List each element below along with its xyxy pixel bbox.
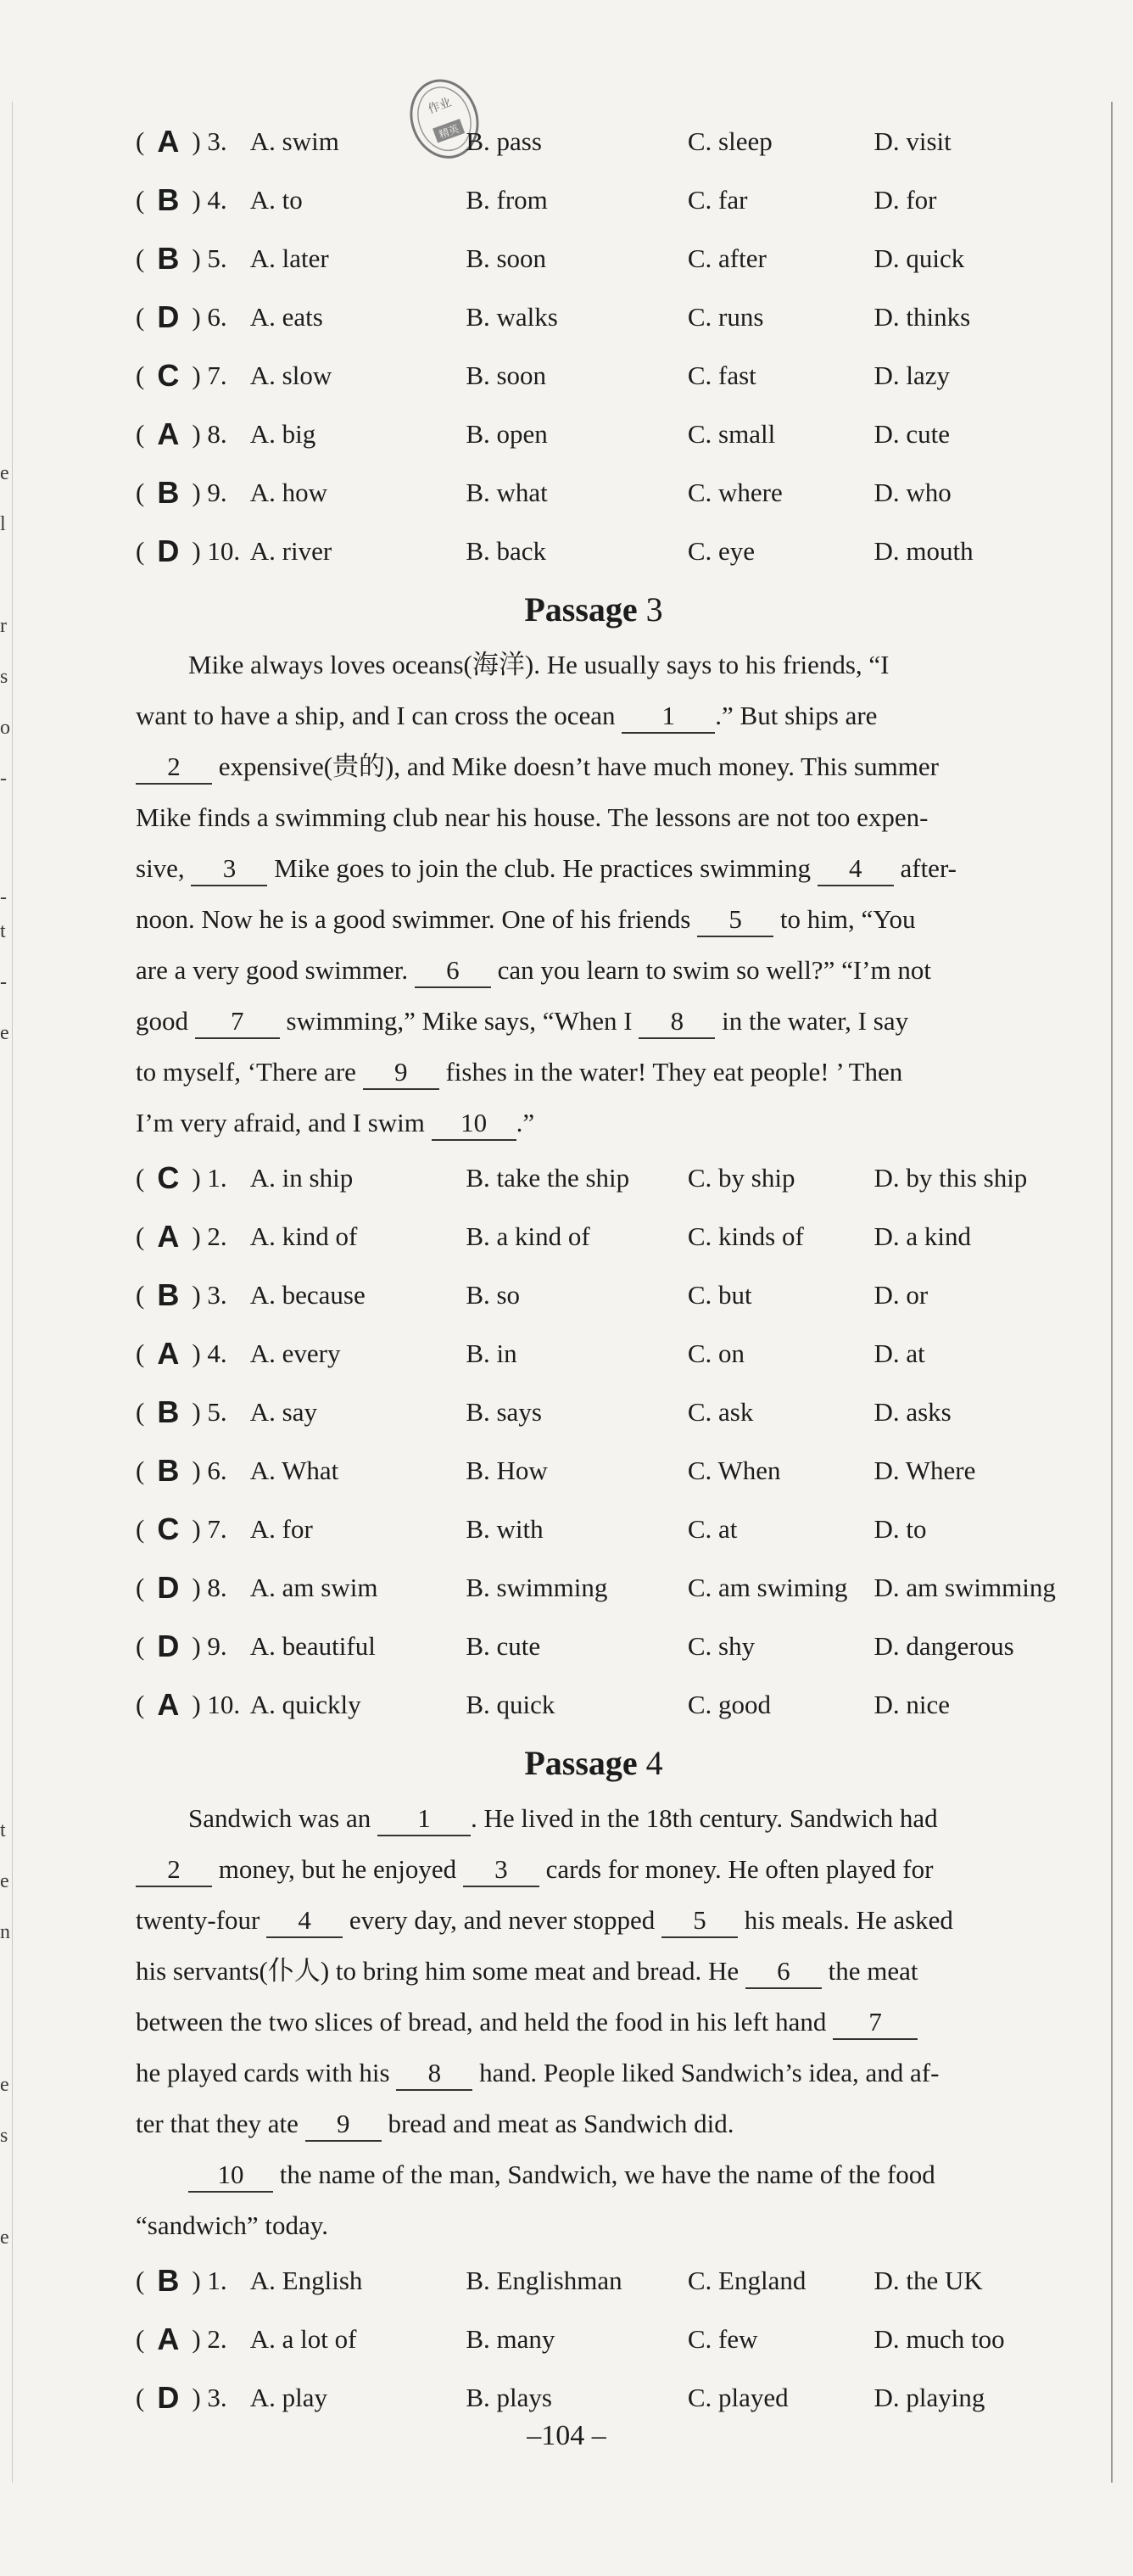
bracket-close: ) 7. xyxy=(192,1513,227,1544)
text-segment: his servants(仆人) to bring him some meat and bread. He xyxy=(136,1956,745,1986)
question-row xyxy=(136,522,1086,580)
blank-9: 9 xyxy=(305,2108,382,2142)
bracket-open: ( xyxy=(136,535,145,566)
answer-letter: D xyxy=(157,2379,180,2415)
bracket-open: ( xyxy=(136,1455,145,1485)
answer-letter: A xyxy=(157,416,180,451)
blank-10: 10 xyxy=(188,2159,273,2193)
passage2-question-list xyxy=(136,112,1086,580)
blank-2: 2 xyxy=(136,751,212,785)
option-a: A. big xyxy=(249,418,316,449)
answer-letter: C xyxy=(157,1159,180,1195)
option-d: D. dangerous xyxy=(873,1630,1014,1661)
question-row xyxy=(136,1207,1086,1266)
answer-bracket xyxy=(136,1453,250,1489)
text-line xyxy=(136,1844,1077,1895)
text-segment: swimming,” Mike says, “When I xyxy=(279,1006,639,1036)
question-row xyxy=(136,1148,1086,1207)
bracket-open: ( xyxy=(136,126,145,156)
svg-text:作业: 作业 xyxy=(426,95,454,117)
answer-bracket xyxy=(136,1277,250,1313)
question-row xyxy=(136,1617,1086,1675)
option-c: C. kinds of xyxy=(687,1221,804,1251)
bracket-open: ( xyxy=(136,1689,145,1719)
bracket-close: ) 6. xyxy=(192,1455,227,1485)
answer-bracket xyxy=(136,299,250,335)
margin-letter: - xyxy=(0,768,7,790)
bracket-open: ( xyxy=(136,1630,145,1661)
bracket-close: ) 2. xyxy=(192,1221,227,1251)
option-c: C. good xyxy=(687,1689,772,1719)
bracket-open: ( xyxy=(136,301,145,332)
option-d: D. mouth xyxy=(873,535,974,566)
answer-letter: C xyxy=(157,1511,180,1546)
answer-bracket xyxy=(136,1629,250,1664)
option-b: B. in xyxy=(466,1338,517,1368)
answer-letter: D xyxy=(157,1569,180,1605)
option-c: C. far xyxy=(687,184,748,215)
answer-letter: A xyxy=(157,1218,180,1254)
text-segment: expensive(贵的), and Mike doesn’t have much money. This summer xyxy=(212,752,939,781)
answer-letter: B xyxy=(157,240,180,276)
text-segment: money, but he enjoyed xyxy=(212,1854,463,1884)
question-row xyxy=(136,405,1086,463)
answer-bracket xyxy=(136,2380,250,2416)
bracket-close: ) 2. xyxy=(192,2323,227,2354)
bracket-close: ) 10. xyxy=(192,1689,241,1719)
text-segment: to him, “You xyxy=(773,904,916,934)
option-b: B. walks xyxy=(466,301,558,332)
option-b: B. cute xyxy=(466,1630,541,1661)
option-d: D. or xyxy=(873,1279,929,1310)
text-segment: hand. People liked Sandwich’s idea, and af- xyxy=(472,2058,940,2087)
text-line xyxy=(136,1793,1077,1844)
option-d: D. a kind xyxy=(873,1221,971,1251)
svg-text:精英: 精英 xyxy=(437,122,461,141)
bracket-open: ( xyxy=(136,1572,145,1602)
margin-letter: e xyxy=(0,2074,9,2096)
answer-bracket xyxy=(136,1219,250,1254)
text-segment: between the two slices of bread, and held the food in his left hand xyxy=(136,2007,834,2037)
option-c: C. fast xyxy=(687,360,756,390)
text-segment: in the water, I say xyxy=(715,1006,909,1036)
question-row xyxy=(136,1266,1086,1324)
bracket-close: ) 3. xyxy=(192,1279,227,1310)
question-row xyxy=(136,1383,1086,1441)
option-b: B. with xyxy=(466,1513,544,1544)
option-c: C. England xyxy=(687,2265,806,2295)
question-row xyxy=(136,346,1086,405)
answer-letter: B xyxy=(157,1394,180,1429)
option-b: B. swimming xyxy=(466,1572,608,1602)
margin-letter: o xyxy=(0,717,10,739)
option-d: D. by this ship xyxy=(873,1162,1028,1193)
bracket-close: ) 7. xyxy=(192,360,227,390)
option-c: C. on xyxy=(687,1338,745,1368)
bracket-close: ) 1. xyxy=(192,2265,227,2295)
text-line xyxy=(136,996,1077,1047)
text-segment: the name of the man, Sandwich, we have the name of the food xyxy=(273,2160,935,2189)
answer-bracket xyxy=(136,1160,250,1196)
option-b: B. soon xyxy=(466,243,547,273)
margin-letter: n xyxy=(0,1921,10,1943)
option-a: A. What xyxy=(249,1455,339,1485)
bracket-open: ( xyxy=(136,1338,145,1368)
option-a: A. say xyxy=(249,1396,317,1427)
question-row xyxy=(136,170,1086,229)
answer-bracket xyxy=(136,182,250,218)
answer-letter: B xyxy=(157,1452,180,1488)
option-a: A. every xyxy=(249,1338,341,1368)
answer-bracket xyxy=(136,241,250,277)
option-c: C. shy xyxy=(687,1630,756,1661)
option-a: A. in ship xyxy=(249,1162,354,1193)
option-a: A. to xyxy=(249,184,303,215)
question-row xyxy=(136,1558,1086,1617)
answer-bracket xyxy=(136,1687,250,1723)
text-segment: to myself, ‘There are xyxy=(136,1057,363,1087)
bracket-open: ( xyxy=(136,1279,145,1310)
text-line xyxy=(136,2200,1077,2251)
passage3-text xyxy=(136,640,1077,1148)
passage3-title: Passage 3 xyxy=(524,590,663,629)
text-segment: I’m very afraid, and I swim xyxy=(136,1108,432,1137)
option-a: A. a lot of xyxy=(249,2323,357,2354)
bracket-close: ) 5. xyxy=(192,1396,227,1427)
option-c: C. sleep xyxy=(687,126,773,156)
bracket-close: ) 9. xyxy=(192,477,227,507)
option-d: D. asks xyxy=(873,1396,952,1427)
question-row xyxy=(136,229,1086,288)
option-a: A. slow xyxy=(249,360,332,390)
option-b: B. from xyxy=(466,184,548,215)
option-c: C. When xyxy=(687,1455,781,1485)
text-segment: sive, xyxy=(136,853,192,883)
option-d: D. for xyxy=(873,184,937,215)
answer-bracket xyxy=(136,1336,250,1372)
option-d: D. lazy xyxy=(873,360,950,390)
bracket-close: ) 8. xyxy=(192,418,227,449)
blank-9: 9 xyxy=(363,1056,439,1090)
text-segment: Mike always loves oceans(海洋). He usually says to his friends, “I xyxy=(188,650,890,679)
blank-6: 6 xyxy=(745,1955,822,1989)
text-segment: “sandwich” today. xyxy=(136,2210,328,2240)
text-segment: the meat xyxy=(821,1956,918,1986)
option-d: D. cute xyxy=(873,418,950,449)
text-segment: cards for money. He often played for xyxy=(539,1854,934,1884)
option-b: B. so xyxy=(466,1279,521,1310)
blank-8: 8 xyxy=(639,1005,715,1039)
text-segment: Sandwich was an xyxy=(188,1803,377,1833)
answer-letter: D xyxy=(157,533,180,568)
question-row xyxy=(136,2368,1086,2427)
bracket-close: ) 1. xyxy=(192,1162,227,1193)
option-b: B. plays xyxy=(466,2382,552,2412)
option-c: C. by ship xyxy=(687,1162,795,1193)
text-segment: .” But ships are xyxy=(715,701,878,730)
text-segment: his meals. He asked xyxy=(737,1905,953,1935)
bracket-close: ) 10. xyxy=(192,535,241,566)
text-segment: he played cards with his xyxy=(136,2058,397,2087)
question-row xyxy=(136,463,1086,522)
margin-letter: t xyxy=(0,1819,6,1841)
option-b: B. pass xyxy=(466,126,542,156)
passage4-question-list xyxy=(136,2251,1086,2427)
blank-2: 2 xyxy=(136,1853,212,1887)
option-c: C. runs xyxy=(687,301,764,332)
passage4-text xyxy=(136,1793,1077,2251)
answer-letter: A xyxy=(157,1335,180,1371)
option-d: D. quick xyxy=(873,243,965,273)
option-c: C. few xyxy=(687,2323,758,2354)
bracket-close: ) 9. xyxy=(192,1630,227,1661)
option-d: D. Where xyxy=(873,1455,976,1485)
text-line xyxy=(136,1098,1077,1148)
margin-letter: e xyxy=(0,1022,9,1044)
text-line xyxy=(136,2149,1077,2200)
question-row xyxy=(136,1324,1086,1383)
answer-bracket xyxy=(136,416,250,452)
answer-bracket xyxy=(136,2322,250,2357)
text-line xyxy=(136,640,1077,690)
blank-3: 3 xyxy=(463,1853,539,1887)
option-a: A. kind of xyxy=(249,1221,358,1251)
option-d: D. who xyxy=(873,477,952,507)
option-a: A. beautiful xyxy=(249,1630,376,1661)
answer-bracket xyxy=(136,534,250,569)
text-line xyxy=(136,1946,1077,1997)
blank-8: 8 xyxy=(396,2057,472,2091)
option-b: B. take the ship xyxy=(466,1162,630,1193)
text-line xyxy=(136,1895,1077,1946)
margin-letter: s xyxy=(0,2125,8,2147)
margin-letter: - xyxy=(0,886,7,908)
text-line xyxy=(136,2048,1077,2098)
option-b: B. many xyxy=(466,2323,555,2354)
text-line xyxy=(136,894,1077,945)
option-a: A. play xyxy=(249,2382,328,2412)
option-c: C. ask xyxy=(687,1396,754,1427)
blank-1: 1 xyxy=(377,1802,471,1836)
option-c: C. small xyxy=(687,418,776,449)
text-line xyxy=(136,1047,1077,1098)
text-segment: bread and meat as Sandwich did. xyxy=(381,2109,734,2138)
text-segment: after- xyxy=(893,853,957,883)
option-a: A. am swim xyxy=(249,1572,378,1602)
margin-letter: r xyxy=(0,615,7,637)
question-row xyxy=(136,112,1086,170)
option-d: D. thinks xyxy=(873,301,971,332)
page-edge-left xyxy=(12,102,13,2483)
text-segment: every day, and never stopped xyxy=(343,1905,661,1935)
option-b: B. quick xyxy=(466,1689,555,1719)
blank-4: 4 xyxy=(266,1904,343,1938)
answer-bracket xyxy=(136,1394,250,1430)
option-b: B. says xyxy=(466,1396,542,1427)
text-line xyxy=(136,1997,1077,2048)
answer-letter: B xyxy=(157,474,180,510)
bracket-open: ( xyxy=(136,477,145,507)
option-d: D. the UK xyxy=(873,2265,983,2295)
answer-bracket xyxy=(136,475,250,511)
blank-5: 5 xyxy=(697,903,773,937)
text-line xyxy=(136,843,1077,894)
option-d: D. at xyxy=(873,1338,925,1368)
blank-5: 5 xyxy=(661,1904,738,1938)
margin-letter: t xyxy=(0,920,6,942)
question-row xyxy=(136,1441,1086,1500)
bracket-close: ) 3. xyxy=(192,126,227,156)
page-number: –104 – xyxy=(527,2420,606,2451)
page-edge-right xyxy=(1111,102,1113,2483)
margin-letter: e xyxy=(0,1870,9,1892)
option-d: D. nice xyxy=(873,1689,950,1719)
question-row xyxy=(136,2310,1086,2368)
option-c: C. played xyxy=(687,2382,789,2412)
blank-10: 10 xyxy=(432,1107,516,1141)
blank-6: 6 xyxy=(415,954,491,988)
text-segment: good xyxy=(136,1006,195,1036)
text-segment: .” xyxy=(516,1108,535,1137)
text-segment: . He lived in the 18th century. Sandwich had xyxy=(470,1803,938,1833)
option-b: B. How xyxy=(466,1455,548,1485)
bracket-open: ( xyxy=(136,1396,145,1427)
bracket-open: ( xyxy=(136,1162,145,1193)
blank-1: 1 xyxy=(622,700,715,734)
option-c: C. after xyxy=(687,243,767,273)
answer-bracket xyxy=(136,1570,250,1606)
bracket-open: ( xyxy=(136,2382,145,2412)
option-d: D. playing xyxy=(873,2382,985,2412)
option-a: A. English xyxy=(249,2265,363,2295)
text-segment: fishes in the water! They eat people! ’ Then xyxy=(438,1057,903,1087)
question-row xyxy=(136,1500,1086,1558)
text-line xyxy=(136,792,1077,843)
bracket-open: ( xyxy=(136,2265,145,2295)
option-d: D. visit xyxy=(873,126,952,156)
answer-letter: B xyxy=(157,2262,180,2298)
worksheet-content xyxy=(136,112,1086,2427)
answer-letter: D xyxy=(157,299,180,334)
blank-7: 7 xyxy=(833,2006,918,2040)
bracket-open: ( xyxy=(136,1221,145,1251)
bracket-open: ( xyxy=(136,360,145,390)
option-a: A. swim xyxy=(249,126,339,156)
option-a: A. river xyxy=(249,535,332,566)
text-segment: want to have a ship, and I can cross the ocean xyxy=(136,701,622,730)
margin-letter: e xyxy=(0,462,9,484)
text-segment: twenty-four xyxy=(136,1905,267,1935)
option-c: C. at xyxy=(687,1513,738,1544)
bracket-open: ( xyxy=(136,2323,145,2354)
margin-letter: l xyxy=(0,513,6,535)
answer-letter: D xyxy=(157,1628,180,1663)
answer-bracket xyxy=(136,124,250,159)
option-a: A. because xyxy=(249,1279,366,1310)
option-b: B. back xyxy=(466,535,547,566)
blank-7: 7 xyxy=(195,1005,280,1039)
option-a: A. eats xyxy=(249,301,323,332)
bracket-open: ( xyxy=(136,243,145,273)
margin-letter: e xyxy=(0,2227,9,2249)
option-c: C. eye xyxy=(687,535,756,566)
bracket-open: ( xyxy=(136,1513,145,1544)
text-segment: Mike goes to join the club. He practices swimming xyxy=(267,853,818,883)
option-a: A. how xyxy=(249,477,328,507)
text-line xyxy=(136,741,1077,792)
option-b: B. a kind of xyxy=(466,1221,590,1251)
margin-letter: - xyxy=(0,971,7,993)
blank-4: 4 xyxy=(818,852,894,886)
answer-letter: A xyxy=(157,123,180,159)
text-segment: are a very good swimmer. xyxy=(136,955,415,985)
blank-3: 3 xyxy=(191,852,267,886)
option-c: C. but xyxy=(687,1279,752,1310)
passage4-title: Passage 4 xyxy=(524,1744,663,1782)
answer-bracket xyxy=(136,358,250,394)
text-segment: can you learn to swim so well?” “I’m not xyxy=(490,955,931,985)
option-b: B. soon xyxy=(466,360,547,390)
bracket-close: ) 6. xyxy=(192,301,227,332)
option-a: A. quickly xyxy=(249,1689,361,1719)
answer-letter: B xyxy=(157,1277,180,1312)
answer-letter: A xyxy=(157,2321,180,2356)
option-b: B. open xyxy=(466,418,548,449)
answer-letter: C xyxy=(157,357,180,393)
text-line xyxy=(136,945,1077,996)
text-line xyxy=(136,690,1077,741)
answer-letter: B xyxy=(157,182,180,217)
question-row xyxy=(136,2251,1086,2310)
option-c: C. where xyxy=(687,477,783,507)
bracket-close: ) 5. xyxy=(192,243,227,273)
text-line xyxy=(136,2098,1077,2149)
option-b: B. Englishman xyxy=(466,2265,622,2295)
margin-letter: s xyxy=(0,666,8,688)
option-b: B. what xyxy=(466,477,548,507)
text-segment: Mike finds a swimming club near his house. The lessons are not too expen- xyxy=(136,802,929,832)
passage3-question-list xyxy=(136,1148,1086,1734)
option-a: A. for xyxy=(249,1513,313,1544)
bracket-close: ) 4. xyxy=(192,184,227,215)
text-segment: ter that they ate xyxy=(136,2109,305,2138)
text-segment: noon. Now he is a good swimmer. One of his friends xyxy=(136,904,698,934)
bracket-close: ) 8. xyxy=(192,1572,227,1602)
option-d: D. much too xyxy=(873,2323,1005,2354)
bracket-close: ) 4. xyxy=(192,1338,227,1368)
option-d: D. to xyxy=(873,1513,927,1544)
answer-letter: A xyxy=(157,1686,180,1722)
question-row xyxy=(136,288,1086,346)
bracket-open: ( xyxy=(136,418,145,449)
bracket-close: ) 3. xyxy=(192,2382,227,2412)
option-d: D. am swimming xyxy=(873,1572,1056,1602)
bracket-open: ( xyxy=(136,184,145,215)
answer-bracket xyxy=(136,2263,250,2299)
question-row xyxy=(136,1675,1086,1734)
answer-bracket xyxy=(136,1512,250,1547)
margin-letters xyxy=(0,0,12,2576)
option-a: A. later xyxy=(249,243,329,273)
option-c: C. am swiming xyxy=(687,1572,848,1602)
